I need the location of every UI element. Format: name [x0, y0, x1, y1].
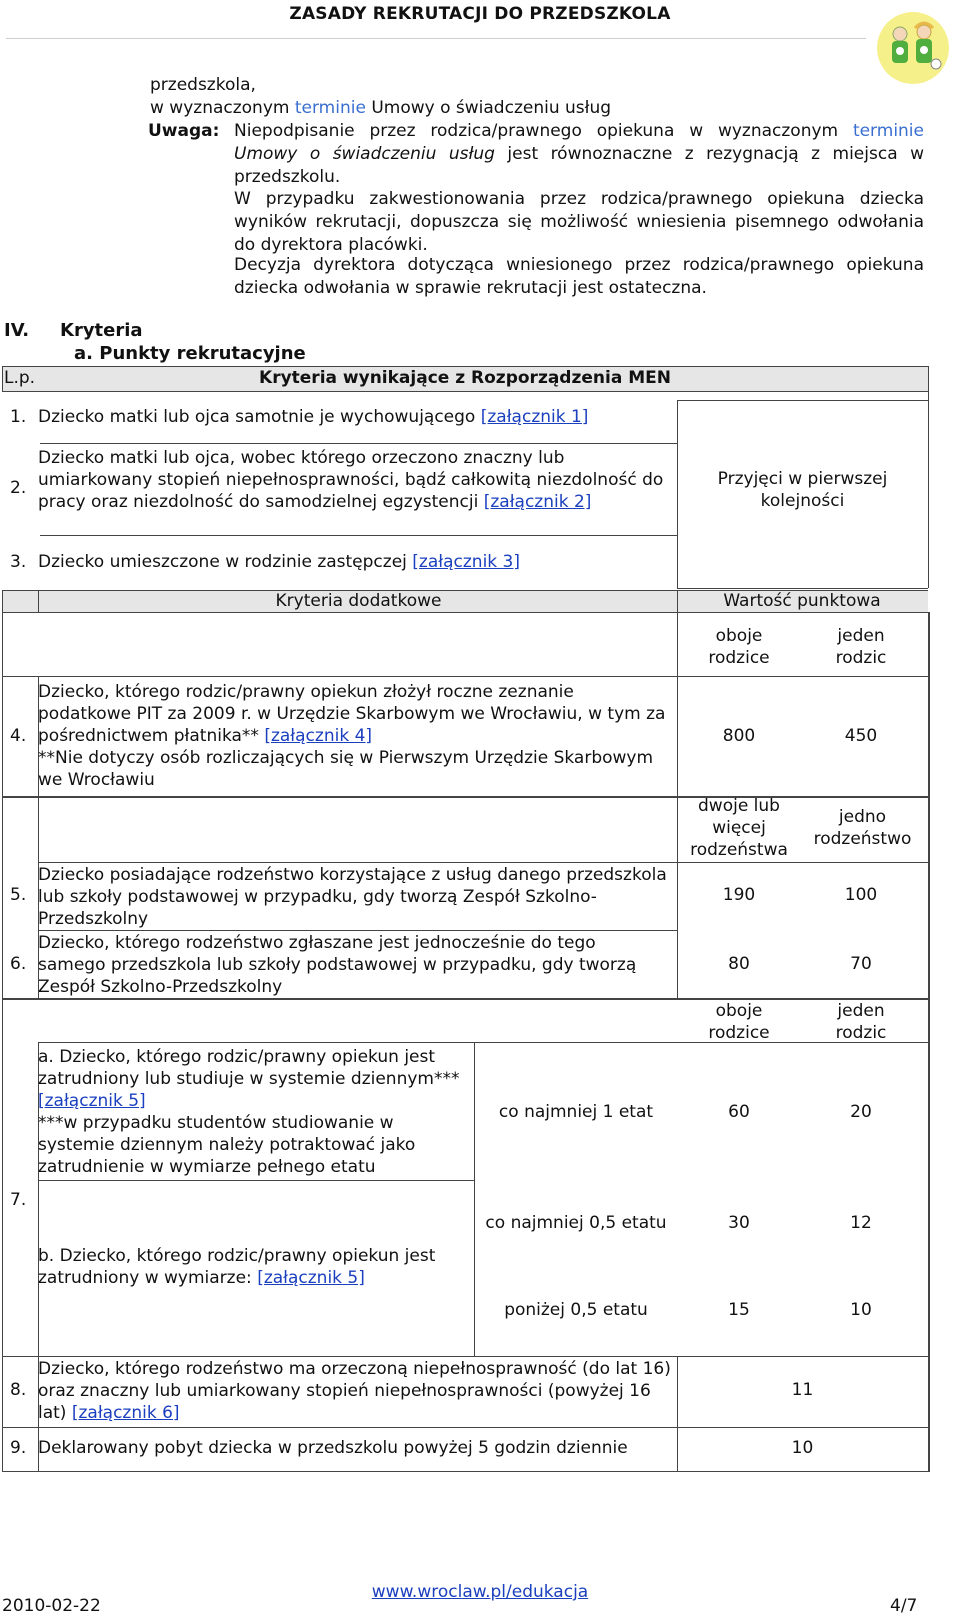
- row4-text: [38, 681, 668, 791]
- intro-line-2: [150, 97, 611, 120]
- uwaga-paragraph: [234, 120, 924, 189]
- row4-value-one: 450: [844, 726, 878, 746]
- men-header: Kryteria wynikające z Rozporządzenia MEN: [259, 368, 671, 388]
- attachment-3-link[interactable]: [załącznik 3]: [412, 552, 520, 572]
- attachment-5b-link[interactable]: [załącznik 5]: [257, 1268, 365, 1288]
- row8-text: [38, 1358, 674, 1424]
- men-row-1-text: [38, 407, 588, 427]
- row5-text: Dziecko posiadające rodzeństwo korzystające z usług danego przedszkola lub szkoły podstawowej w przypadku, gdy tworzą Zespół Szkolno-Przedszkolny: [38, 865, 667, 929]
- kindergarten-logo: [868, 8, 958, 88]
- points-value-header: Wartość punktowa: [723, 591, 881, 611]
- intro-line-2-a: w wyznaczonym: [150, 98, 295, 118]
- men-left-border: [2, 366, 3, 391]
- extra-right-border: [928, 612, 930, 1472]
- extra-mid-divider-upper: [677, 590, 678, 1000]
- men-row-2-border: [40, 535, 677, 536]
- attachment-2-link[interactable]: [załącznik 2]: [483, 492, 592, 512]
- row7-sub2-value-one: 12: [850, 1213, 872, 1233]
- one-parent-label: jeden rodzic: [835, 626, 887, 668]
- section-title: Kryteria: [60, 320, 143, 341]
- men-right-bottom-border: [677, 588, 928, 589]
- row6-top-border: [38, 930, 677, 931]
- siblings-many-label: dwoje lub więcej rodzeństwa: [690, 796, 788, 860]
- row7-sub1-value-both: 60: [728, 1102, 750, 1122]
- men-row-1-label: Dziecko matki lub ojca samotnie je wychowującego: [38, 407, 481, 427]
- men-top-border: [2, 366, 928, 367]
- extra-bottom-border: [2, 1471, 928, 1472]
- extra-header-bottom-border: [2, 612, 928, 613]
- men-row-1-border: [40, 443, 677, 444]
- attachment-1-link[interactable]: [załącznik 1]: [480, 407, 589, 427]
- men-right-border: [928, 366, 929, 588]
- men-row-1-no: 1.: [10, 407, 27, 427]
- row6-text: Dziecko, którego rodzeństwo zgłaszane jest jednocześnie do tego samego przedszkola lub szkoły podstawowej w przypadku, gdy tworzą Zespół Szkolno-Przedszkolny: [38, 933, 637, 997]
- both-parents-label: oboje rodzice: [708, 626, 770, 668]
- intro-line-2-c: Umowy o świadczeniu usług: [365, 98, 612, 118]
- attachment-6-link[interactable]: [załącznik 6]: [71, 1403, 180, 1423]
- row8-value: 11: [791, 1380, 814, 1400]
- row7-sub3-value-one: 10: [850, 1300, 872, 1320]
- men-row-2-text: [38, 447, 668, 513]
- row9-text: Deklarowany pobyt dziecka w przedszkolu powyżej 5 godzin dziennie: [38, 1438, 628, 1458]
- row7-top-border: [38, 1042, 928, 1043]
- row5-no: 5.: [10, 885, 27, 905]
- row7-inner-divider: [474, 1042, 475, 1356]
- row7-sub3-label: poniżej 0,5 etatu: [504, 1300, 648, 1320]
- row4-label: Dziecko, którego rodzic/prawny opiekun złożył roczne zeznanie podatkowe PIT za 2009 r. w Urzędzie Skarbowym we Wrocławiu, w tym za pośrednictwem płatnika**: [38, 682, 666, 746]
- page-header-title: ZASADY REKRUTACJI DO PRZEDSZKOLA: [289, 4, 671, 24]
- row7a-bottom-border: [38, 1180, 474, 1181]
- row7b-text: [38, 1245, 474, 1289]
- row9-top-border: [2, 1427, 928, 1428]
- row4-top-border: [2, 676, 928, 677]
- first-priority-note: Przyjęci w pierwszej kolejności: [717, 469, 888, 511]
- row9-value: 10: [791, 1438, 814, 1458]
- appeal-paragraph: W przypadku zakwestionowania przez rodzica/prawnego opiekuna dziecka wyników rekrutacji, dopuszcza się możliwość wniesienia pisemnego odwołania do dyrektora placówki.: [234, 189, 924, 255]
- men-row-3-no: 3.: [10, 552, 27, 572]
- row7-sub1-value-one: 20: [850, 1102, 872, 1122]
- row5-value-many: 190: [722, 885, 756, 905]
- row7-sub3-value-both: 15: [728, 1300, 750, 1320]
- intro-term-word: terminie: [294, 98, 366, 118]
- uwaga-label: Uwaga:: [148, 121, 220, 141]
- row4-note: **Nie dotyczy osób rozliczających się w Pierwszym Urzędzie Skarbowym we Wrocławiu: [38, 748, 654, 790]
- row7-sub2-label: co najmniej 0,5 etatu: [485, 1213, 667, 1233]
- men-row-2-label: Dziecko matki lub ojca, wobec którego orzeczono znaczny lub umiarkowany stopień niepełnosprawności, bądź całkowitą niezdolność do pracy oraz niezdolność do samodzielnej egzystencji: [38, 448, 664, 512]
- row7-both-parents-label: oboje rodzice: [708, 1001, 770, 1043]
- uwaga-term-word: terminie: [852, 121, 924, 141]
- header-divider: [6, 38, 866, 39]
- row7a-label: a. Dziecko, którego rodzic/prawny opiekun jest zatrudniony lub studiuje w systemie dziennym***: [38, 1047, 460, 1089]
- row7-sub2-value-both: 30: [728, 1213, 750, 1233]
- lp-header: L.p.: [4, 368, 36, 388]
- row5-top-border: [38, 862, 928, 863]
- row7b-label: b. Dziecko, którego rodzic/prawny opiekun jest zatrudniony w wymiarze:: [38, 1246, 436, 1288]
- footer-page-number: 4/7: [890, 1596, 918, 1616]
- men-mid-border: [677, 400, 678, 588]
- section-number: IV.: [4, 320, 30, 341]
- siblings-one-label: jedno rodzeństwo: [813, 807, 912, 849]
- footer-date: 2010-02-22: [2, 1596, 101, 1616]
- row8-top-border: [2, 1356, 928, 1357]
- extra-left-border: [2, 590, 3, 1472]
- row7a-text: [38, 1046, 474, 1178]
- row8-no: 8.: [10, 1380, 27, 1400]
- men-right-top-border: [677, 400, 928, 401]
- row8-label: Dziecko, którego rodzeństwo ma orzeczoną niepełnosprawność (do lat 16) oraz znaczny lub umiarkowany stopień niepełnosprawności (powyżej 16 lat): [38, 1359, 671, 1423]
- footer-website-link[interactable]: www.wroclaw.pl/edukacja: [371, 1582, 589, 1602]
- men-row-3-text: [38, 552, 520, 572]
- row9-no: 9.: [10, 1438, 27, 1458]
- row5-value-one: 100: [844, 885, 878, 905]
- row7-one-parent-label: jeden rodzic: [835, 1001, 887, 1043]
- row6-value-many: 80: [728, 954, 750, 974]
- row7a-note: ***w przypadku studentów studiowanie w systemie dziennym należy potraktować jako zatrudnienie w wymiarze pełnego etatu: [38, 1113, 416, 1177]
- row6-value-one: 70: [850, 954, 872, 974]
- row7-sub1-label: co najmniej 1 etat: [498, 1102, 654, 1122]
- men-row-3-label: Dziecko umieszczone w rodzinie zastępczej: [38, 552, 413, 572]
- row7-no: 7.: [10, 1190, 27, 1210]
- row6-no: 6.: [10, 954, 27, 974]
- row6-bottom-border: [2, 998, 928, 1000]
- men-row-2-no: 2.: [10, 478, 27, 498]
- intro-line-1: przedszkola,: [150, 75, 256, 95]
- uwaga-italic: Umowy o świadczeniu usług: [234, 144, 495, 164]
- extra-criteria-header: Kryteria dodatkowe: [275, 591, 442, 611]
- row4-value-both: 800: [722, 726, 756, 746]
- attachment-4-link[interactable]: [załącznik 4]: [264, 726, 373, 746]
- men-header-bottom-border: [2, 391, 928, 392]
- section-subtitle: a. Punkty rekrutacyjne: [74, 343, 306, 364]
- extra-lp-divider-header: [38, 590, 39, 612]
- attachment-5a-link[interactable]: [załącznik 5]: [38, 1091, 146, 1111]
- uwaga-text-a: Niepodpisanie przez rodzica/prawnego opiekuna w wyznaczonym: [234, 121, 853, 141]
- decision-paragraph: Decyzja dyrektora dotycząca wniesionego przez rodzica/prawnego opiekuna dziecka odwołania w sprawie rekrutacji jest ostateczna.: [234, 255, 924, 298]
- row4-no: 4.: [10, 726, 27, 746]
- uwaga-text-d: jest równoznaczne z rezygnacją z miejsca w przedszkolu.: [234, 144, 924, 187]
